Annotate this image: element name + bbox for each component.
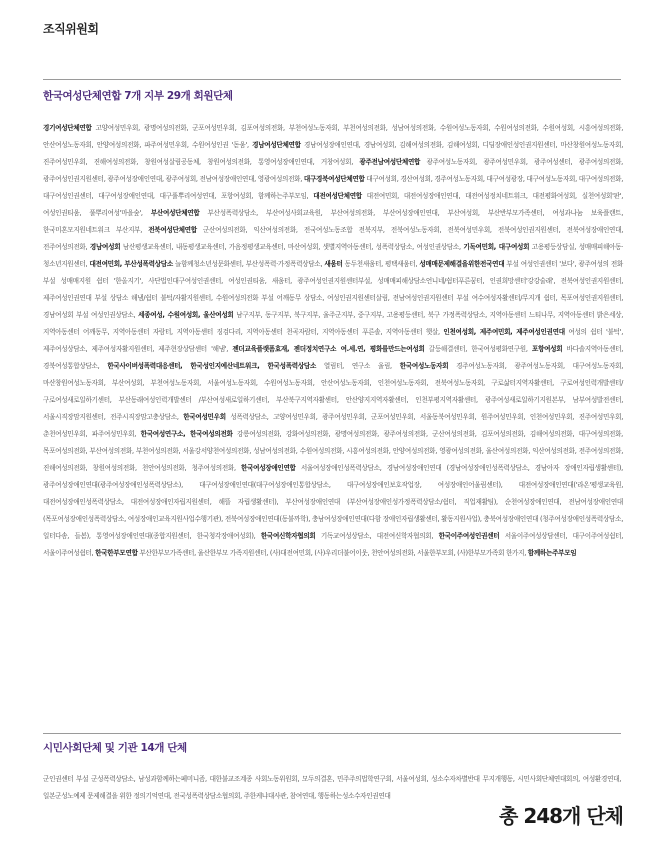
org-list-text: 경남여성장애인연대, 경남여성회, 김해여성의전화, 김해여성회, 디딤장애인성인권지원센터, 마산창원여성노동자회, 진주여성민우회, 진해여성의전화, 창원여성살림공동체, 창원여성의전화, 통영여성장애인연대, 거창여성회, [43,141,623,166]
divider-top [43,79,621,80]
org-list-text: 서울여성장애인성폭력상담소, 경남여성장애인연대 (경남여성장애인성폭력상담소, 경남아자 장애인자립생활센터), 광주여성장애인연대(광주여성장애인성폭력상담소), 대구여성장애인연대(대구여성장애인통합상담소, 대구여성장애인보호작업장, 여성장애인어울림센터), 대전여성장애인연대('라온'평생교육원, 대전여성장애인성폭력상담소, 대전여성장애인자립지원센터, 해뜰 자립생활센터), 부산여성장애인연대 (부산여성장애인성가정폭력상담소/쉼터, 직업재활팀), 순천여성장애인연대, 전남여성장애인연대(목포여성장애인성폭력상담소, 여성장애인교육지원사업수행기관), 전북여성장애인연대(동불까학), 충남여성장애인연대(다함 장애인자립생활센터, 활동지원사업), 충북여성장애인연대 (청주여성장애인성폭력상담소, 일터다솜, 들봄), 통영여성장애인연대(종합지원센터, 한국청각장애여성회), [43,464,623,540]
page-title: 조직위원회 [43,22,99,36]
org-group-name: 대구경북여성단체연합 [303,175,365,183]
org-group-name: 한국여성연구소, 한국여성의전화 [140,430,233,438]
org-group-name: 포항여성회 [531,345,563,353]
org-list-text: 대구여성회, 경산여성회, 경주여성노동자회, 대구여성광장, 대구여성노동자회, 대구여성의전화, 대구여성인권센터, 대구여성장애인연대, 대구풀뿌리여성연대, 포항여성회, 함께하는주부모임, [43,175,623,200]
org-group-name: 젠더교육플랫폼효재, 젠더정치연구소 여.세.연, 평화를만드는여성회 [232,345,425,353]
civic-section-heading: 시민사회단체 및 기관 14개 단체 [43,742,187,754]
org-list-text: 서울이주여성상담센터, 대구이주여성쉼터, 서울이주여성쉼터, [43,532,623,557]
org-list-text: 남산평생교육센터, 내동평생교육센터, 가음정평생교육센터, 마산여성회, 샛별지역아동센터, 성폭력상담소, 여성인권상담소, [120,243,464,251]
member-section-body [43,120,623,562]
org-list-text: 경주여성노동자회, 광주여성노동자회, 대구여성노동자회, 마산창원여성노동자회, 부산여성회, 부천여성노동자회, 서울여성노동자회, 수원여성노동자회, 안산여성노동자회, 인천여성노동자회, 전북여성노동자회, 구로삶터지역자활센터, 구로여성인력개발센터/구로여성새로일하기센터, 부산동래여성인력개발센터 /부산여성새로일하기센터, 부산북구지역자활센터, 안산양지지역자활센터, 인천부평지역자활센터, 광주여성새로일하기지원본부, 남부여성발전센터, 서울시직장맘지원센터, 전주시직장맘고충상담소, [43,362,623,421]
org-group-name: 전북여성단체연합 [148,226,197,234]
org-group-name: 광주전남여성단체연합 [359,158,421,166]
org-list-text: 강릉여성의전화, 강화여성의전화, 광명여성의전화, 광주여성의전화, 군산여성의전화, 김포여성의전화, 김해여성의전화, 대구여성의전화, 목포여성의전화, 부산여성의전화, 부천여성의전화, 서울강서양천여성의전화, 성남여성의전화, 수원여성의전화, 시흥여성의전화, 안양여성의전화, 영광여성의전화, 울산여성의전화, 익산여성의전화, 전주여성의전화, 진해여성의전화, 창원여성의전화, 천안여성의전화, 청주여성의전화, [43,430,623,472]
org-list-text: 광주여성노동자회, 광주여성민우회, 광주여성센터, 광주여성의전화, 광주여성인권지원센터, 광주여성장애인연대, 광주여성회, 전남여성장애인연대, 영광여성의전화, [43,158,623,183]
org-group-name: 한국여성노동자회 [399,362,449,370]
org-group-name: 기독여민회, 대구여성회 [463,243,530,251]
org-list-text: 여성의 쉼터 '불턱', 제주여성상담소, 제주여성자활지원센터, 제주현장상담센터 '해냄', [43,328,623,353]
org-list-text: 갈등해결센터, 한국여성평화연구원, [424,345,532,353]
org-group-name: 새움터 [324,260,343,268]
org-list-text: 늘함께청소년성문화센터, 부산성폭력·가정폭력상담소, [172,260,325,268]
org-group-name: 인천여성회, 제주여민회, 제주여성인권연대 [443,328,565,336]
org-group-name: 경남여성단체연합 [252,141,301,149]
member-section-heading: 한국여성단체연합 7개 지부 29개 회원단체 [43,90,233,102]
org-group-name: 한국한부모연합 [95,549,138,557]
org-group-name: 함께하는주부모임 [527,549,577,557]
org-list-text: 대전여민회, 대전여성장애인연대, 대전여성정치네트워크, 대전평화여성회, 실천여성회'판', 여성인권티움, 풀뿌리여성'마을숲', [43,192,624,217]
org-list-text: 부설 여성인권센터 '보다', 광주여성의 전화 부설 성매매지원 쉼터 '한올지기', 사단법인대구여성인권센터, 여성인권티움, 새움터, 광주여성인권지원센터부설, 성매매피해상담소언니네/쉼터푸른꿈터, 인권희망센터'강강술래', 전북여성인권지원센터, 제주여성인권연대 부설 상담소 해냄/쉼터 불턱/자활지원센터, 수원여성의전화 부설 어깨동무 상담소, 여성인권지원센터살림, 전남여성인권지원센터 부설 여수여성자활센터/무지개 쉼터, 목포여성인권지원센터, 경남여성회 부설 여성인권상담소, [43,260,623,319]
org-list-text: 남구지부, 동구지부, 북구지부, 울주군지부, 중구지부, 고용평등센터, 북구 가정폭력상담소, 지역아동센터 느티나무, 지역아동센터 밝은세상, 지역아동센터 어깨동무, 지역아동센터 자람터, 지역아동센터 징검다리, 지역아동센터 천곡자람터, 지역아동센터 푸른솔, 지역아동센터 햇살, [43,311,623,336]
org-group-name: 한국사이버성폭력대응센터, 한국성인지예산네트워크, 한국성폭력상담소 [107,362,317,370]
org-group-name: 한국이주여성인권센터 [438,532,500,540]
org-group-name: 대전여민회, 부산성폭력상담소 [89,260,173,268]
org-group-name: 성매매문제해결을위한전국연대 [419,260,505,268]
org-list-text: 성폭력상담소, 고양여성민우회, 광주여성민우회, 군포여성민우회, 서울동북여성민우회, 원주여성민우회, 인천여성민우회, 진주여성민우회, 춘천여성민우회, 파주여성민우회, [43,413,623,438]
org-list-text: 열림터, 연구소 울림, [316,362,400,370]
org-list-text: 고양여성민우회, 광명여성의전화, 군포여성민우회, 김포여성의전화, 부천여성노동자회, 부천여성의전화, 성남여성의전화, 수원여성노동자회, 수원여성의전화, 수원여성회, 시흥여성의전화, 안산여성노동자회, 안양여성의전화, 파주여성민우회, 수원여성인권 '돋움', [43,124,623,149]
org-list-text: 바다솔지역아동센터, 경북여성통합상담소, [43,345,623,370]
org-list-text: 부산성폭력상담소, 부산여성사회교육원, 부산여성의전화, 부산여성장애인연대, 부산여성회, 부산반부모가족센터, 여성과나눔 보육플랜트, 한국미혼모지원네트워크 부산지부, [43,209,623,234]
org-list-text: 고용평등상담실, 성매매피해아동·청소년지원센터, [43,243,623,268]
org-group-name: 세종여성, 수원여성회, 울산여성회 [138,311,234,319]
org-group-name: 한국여성민우회 [183,413,226,421]
org-list-text: 군산여성의전화, 익산여성의전화, 전국여성노동조합 전북지부, 전북여성노동자회, 전북여성민우회, 전북여성인권지원센터, 전북여성장애인연대, 전주여성의전화, [43,226,623,251]
org-group-name: 경남여성회 [89,243,121,251]
org-group-name: 한국여성장애인연합 [241,464,296,472]
org-group-name: 경기여성단체연합 [43,124,92,132]
civic-section-body: 군인권센터 부설 군성폭력상담소, 남성과함께하는페미니즘, 대한불교조계종 사회노동위원회, 모두의결혼, 민주주의법학연구회, 서울여성회, 성소수자차별반대 무지개행동, 시민사회단체연대회의, 여성환경연대, 일본군성노예제 문제해결을 위한 정의기억연대, 전국성폭력상담소협의회, 주한케냐대사관, 참여연대, 행동하는성소수자인권연대 [43,775,621,800]
total-count: 총 248개 단체 [499,804,623,828]
divider-bottom [43,733,621,734]
org-group-name: 부산여성단체연합 [150,209,200,217]
org-group-name: 대전여성단체연합 [313,192,362,200]
org-list-text: 부산한부모가족센터, 울산한부모 가족지원센터, (사)대전여민회, (사)우리더불어이웃, 천안여성의전화, 서울한부모회, (사)한부모가족회 한가지, [137,549,528,557]
org-list-text: 기독교여성상담소, 대전여신학자협의회, [315,532,439,540]
org-list-text: 동두천새움터, 평택새움터, [342,260,420,268]
org-group-name: 한국여신학자협의회 [260,532,316,540]
